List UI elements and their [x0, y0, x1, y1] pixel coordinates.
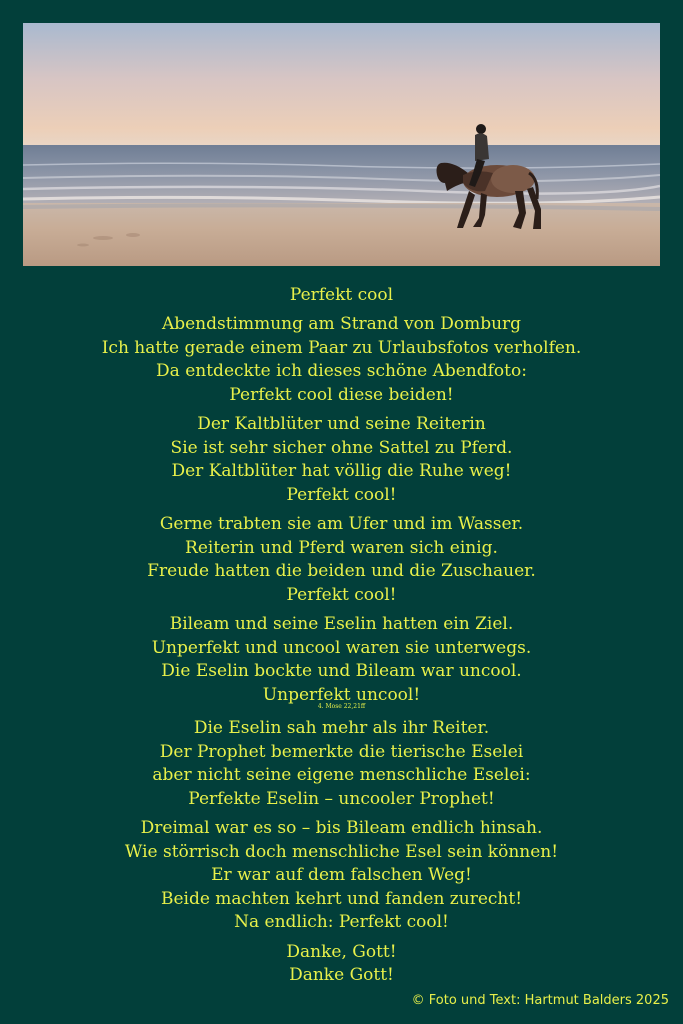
poem-line: Reiterin und Pferd waren sich einig. [185, 537, 498, 558]
poem-line: Freude hatten die beiden und die Zuschauer. [147, 561, 536, 581]
stanza-1 [0, 313, 683, 407]
poem-line: Die Eselin bockte und Bileam war uncool. [161, 661, 522, 681]
poem-line: Perfekt cool diese beiden! [229, 384, 454, 405]
stanza-2 [0, 413, 683, 507]
poem-line: Unperfekt uncool! [262, 684, 421, 705]
poem-line: Danke, Gott! [286, 941, 397, 962]
stanza-5 [0, 717, 683, 811]
poem-line: Beide machten kehrt und fanden zurecht! [160, 888, 523, 909]
poem-line: Dreimal war es so – bis Bileam endlich hinsah. [140, 818, 543, 838]
poem-line: Bileam und seine Eselin hatten ein Ziel. [169, 614, 514, 634]
poem-line: Der Prophet bemerkte die tierische Eselei [159, 741, 524, 762]
bible-reference: 4. Mose 22,21ff [317, 703, 366, 710]
poem-line: Der Kaltblüter hat völlig die Ruhe weg! [171, 461, 512, 481]
stanza-6 [0, 817, 683, 935]
poem-line: Abendstimmung am Strand von Domburg [161, 314, 522, 334]
poem-line: Gerne trabten sie am Ufer und im Wasser. [159, 514, 524, 534]
poem-line: Wie störrisch doch menschliche Esel sein können! [124, 841, 559, 862]
poem-title: Perfekt cool [289, 285, 394, 305]
stanza-4 [0, 613, 683, 711]
stanza-7 [0, 941, 683, 988]
poem-line: aber nicht seine eigene menschliche Eselei: [152, 765, 531, 785]
poem-line: Na endlich: Perfekt cool! [234, 912, 449, 932]
poem-line: Perfekte Eselin – uncooler Prophet! [188, 788, 495, 809]
poem-line: Perfekt cool! [286, 584, 397, 605]
beach-horse-rider-photo [23, 23, 660, 266]
poem-line: Er war auf dem falschen Weg! [211, 865, 472, 885]
poem-line: Unperfekt und uncool waren sie unterwegs. [151, 637, 532, 658]
poem-line: Sie ist sehr sicher ohne Sattel zu Pferd. [170, 437, 513, 458]
copyright-credit: © Foto und Text: Hartmut Balders 2025 [411, 993, 669, 1008]
poem-line: Der Kaltblüter und seine Reiterin [197, 414, 486, 434]
photo-illustration [23, 23, 660, 266]
stanza-3 [0, 513, 683, 607]
poem-line: Danke Gott! [289, 965, 394, 985]
poem-line: Die Eselin sah mehr als ihr Reiter. [193, 718, 490, 738]
poem-line: Da entdeckte ich dieses schöne Abendfoto: [156, 361, 527, 381]
poem-line: Perfekt cool! [286, 484, 397, 505]
poem [0, 283, 683, 994]
poem-line: Ich hatte gerade einem Paar zu Urlaubsfotos verholfen. [101, 337, 582, 358]
